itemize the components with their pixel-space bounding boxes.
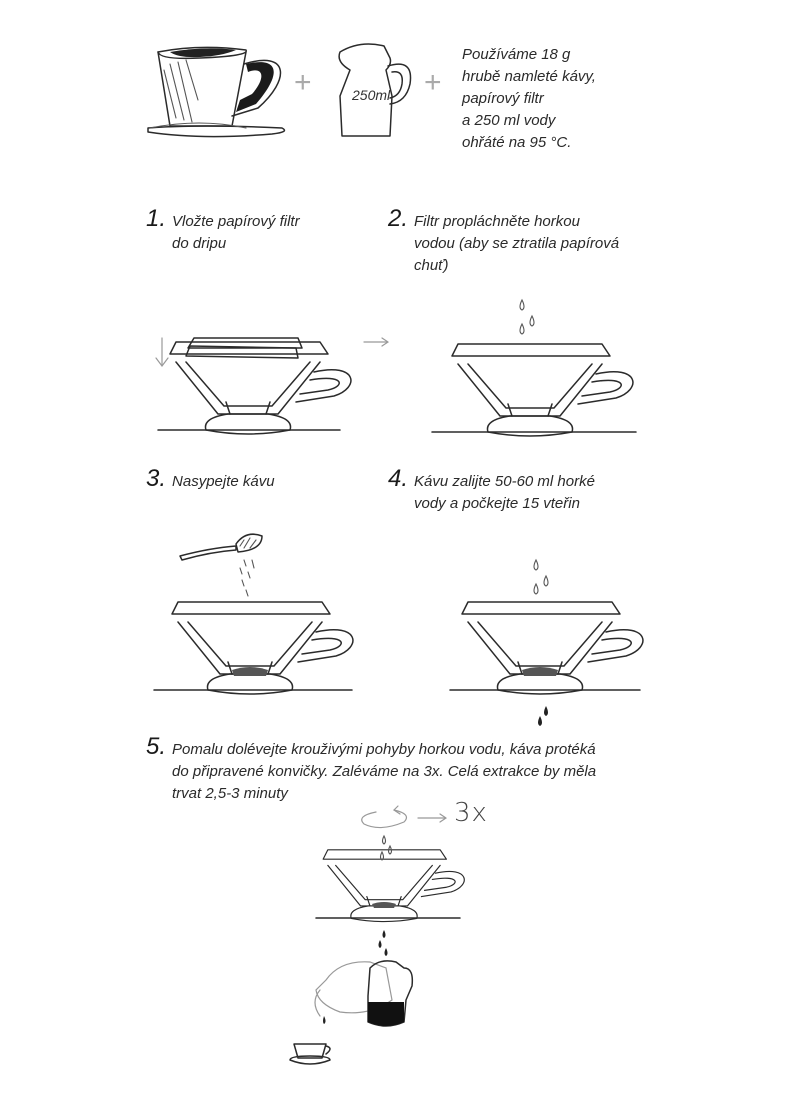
intro-text [462, 44, 596, 154]
step-text-line: Kávu zalijte 50-60 ml horké [414, 473, 595, 490]
arrow-right-icon [364, 338, 388, 346]
mug-with-grounds-icon [148, 47, 284, 136]
step-text-line: vody a počkejte 15 vteřin [414, 495, 580, 512]
intro-line: papírový filtr [462, 90, 544, 107]
intro-line: a 250 ml vody [462, 112, 556, 129]
step-text-line: Pomalu dolévejte krouživými pohyby horkou vodu, káva protéká [172, 741, 596, 758]
intro-line: Používáme 18 g [462, 46, 571, 63]
intro-line: ohřáté na 95 °C. [462, 134, 572, 151]
step-number: 1. [146, 205, 167, 232]
repeat-label: 3x [454, 798, 488, 828]
step-text-line: Filtr propláchněte horkou [414, 213, 580, 230]
jug-label: 250ml [352, 87, 391, 103]
step5-dripper-illustration [290, 806, 464, 1064]
step-text-line: do připravené konvičky. Zaléváme na 3x. Celá extrakce by měla [172, 763, 597, 780]
step-3 [146, 465, 275, 493]
intro-line: hrubě namleté kávy, [462, 68, 596, 85]
step-text-line: Vložte papírový filtr [172, 213, 300, 230]
step-text-line: vodou (aby se ztratila papírová [414, 235, 620, 252]
step-number: 4. [388, 465, 409, 492]
step-text-line: do dripu [172, 235, 227, 252]
step-text-line: chuť) [414, 257, 449, 274]
step-text-line: trvat 2,5-3 minuty [172, 785, 288, 802]
step1-dripper-illustration [156, 338, 351, 434]
step-5 [146, 733, 597, 805]
plus-icon: + [294, 66, 312, 99]
step-4 [388, 465, 595, 515]
step4-dripper-illustration [450, 560, 643, 726]
plus-icon: + [424, 66, 442, 99]
step-2 [388, 205, 620, 277]
step2-dripper-illustration [432, 300, 636, 436]
step-number: 2. [388, 205, 409, 232]
step-text-line: Nasypejte kávu [172, 473, 275, 490]
step3-dripper-illustration [154, 534, 353, 694]
step-number: 5. [146, 733, 167, 760]
step-number: 3. [146, 465, 167, 492]
step-1 [146, 205, 300, 255]
